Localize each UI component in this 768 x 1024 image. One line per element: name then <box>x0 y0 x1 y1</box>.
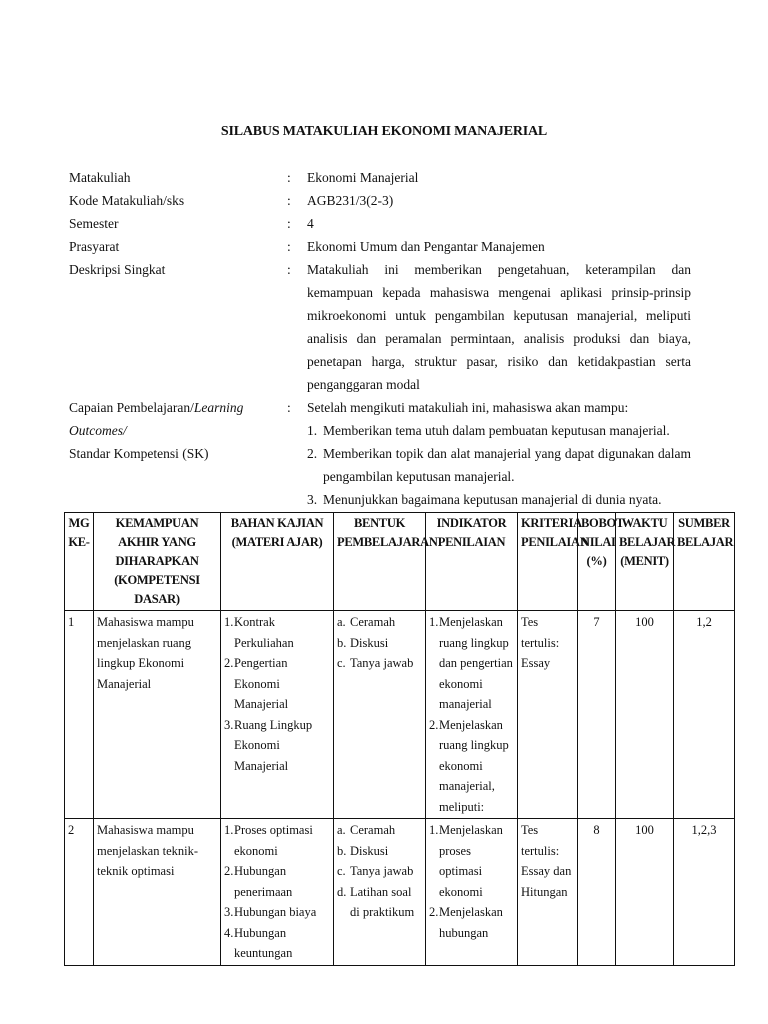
list-item <box>224 923 330 964</box>
cell-bentuk <box>334 819 426 966</box>
header-bahan: BAHAN KAJIAN (MATERI AJAR) <box>221 513 334 611</box>
indikator-list <box>429 820 514 943</box>
item-letter: a. <box>337 615 346 629</box>
list-item <box>337 882 422 923</box>
header-waktu: WAKTU BELAJAR (MENIT) <box>616 513 674 611</box>
outcomes-label-prefix: Capaian Pembelajaran/ <box>69 400 194 415</box>
item-text: Ceramah <box>350 615 396 629</box>
item-letter: a. <box>337 823 346 837</box>
outcome-number: 2. <box>307 446 318 461</box>
info-value: Ekonomi Manajerial <box>307 170 419 185</box>
cell-bentuk <box>334 611 426 819</box>
syllabus-table <box>64 512 735 966</box>
item-letter: b. <box>337 843 347 858</box>
list-item <box>429 820 514 902</box>
item-text: Latihan soal di praktikum <box>350 884 415 919</box>
item-text: Tanya jawab <box>350 864 414 878</box>
item-text: Menjelaskan hubungan <box>439 905 503 940</box>
outcome-number: 3. <box>307 492 318 507</box>
info-row-matakuliah <box>69 166 691 189</box>
info-colon: : <box>287 239 291 254</box>
cell-waktu: 100 <box>616 611 674 819</box>
cell-bobot: 8 <box>578 819 616 966</box>
header-kriteria: KRITERIA PENILAIAN <box>518 513 578 611</box>
item-letter: c. <box>337 656 346 670</box>
item-text: Hubungan biaya <box>234 905 317 919</box>
info-colon: : <box>287 400 291 415</box>
cell-kriteria: Tes tertulis: Essay dan Hitungan <box>518 819 578 966</box>
cell-waktu: 100 <box>616 819 674 966</box>
info-row-kode <box>69 189 691 212</box>
cell-bahan <box>221 819 334 966</box>
outcomes-intro: Setelah mengikuti matakuliah ini, mahasiswa akan mampu: <box>307 400 629 415</box>
outcomes-value <box>307 396 691 511</box>
cell-bahan <box>221 611 334 819</box>
info-label: Deskripsi Singkat <box>69 262 166 277</box>
table-header-row <box>65 513 735 611</box>
outcome-text: Menunjukkan bagaimana keputusan manajerial di dunia nyata. <box>323 492 662 507</box>
item-number: 1. <box>224 823 234 837</box>
table-row <box>65 819 735 966</box>
course-info <box>69 166 691 511</box>
header-indikator: INDIKATOR PENILAIAN <box>426 513 518 611</box>
outcomes-label <box>69 396 287 511</box>
outcome-item <box>307 419 691 442</box>
item-letter: d. <box>337 884 347 899</box>
cell-mg: 2 <box>65 819 94 966</box>
item-number: 2. <box>224 864 234 878</box>
list-item <box>224 715 330 777</box>
item-number: 3. <box>224 905 234 919</box>
cell-indikator <box>426 611 518 819</box>
cell-kemampuan: Mahasiswa mampu menjelaskan ruang lingkup Ekonomi Manajerial <box>94 611 221 819</box>
item-number: 2. <box>429 905 439 919</box>
document-title: SILABUS MATAKULIAH EKONOMI MANAJERIAL <box>220 124 548 139</box>
list-item <box>429 902 514 943</box>
list-item <box>224 861 330 902</box>
item-text: Hubungan keuntungan <box>234 925 293 960</box>
list-item <box>224 653 330 715</box>
item-number: 1. <box>224 615 234 629</box>
item-text: Proses optimasi ekonomi <box>234 823 313 858</box>
outcomes-list <box>307 419 691 511</box>
info-row-prasyarat <box>69 235 691 258</box>
info-value: Ekonomi Umum dan Pengantar Manajemen <box>307 239 545 254</box>
item-text: Pengertian Ekonomi Manajerial <box>234 656 289 711</box>
outcome-text: Memberikan tema utuh dalam pembuatan keputusan manajerial. <box>323 423 670 438</box>
cell-sumber: 1,2,3 <box>674 819 735 966</box>
outcomes-label-line2: Standar Kompetensi (SK) <box>69 446 209 461</box>
cell-bobot: 7 <box>578 611 616 819</box>
cell-kriteria: Tes tertulis: Essay <box>518 611 578 819</box>
info-label: Prasyarat <box>69 239 120 254</box>
info-label: Matakuliah <box>69 170 131 185</box>
outcome-number: 1. <box>307 423 318 438</box>
item-number: 2. <box>429 717 439 732</box>
item-text: Menjelaskan ruang lingkup dan pengertian ekonomi manajerial <box>439 615 513 711</box>
item-text: Kontrak Perkuliahan <box>234 615 294 650</box>
info-row-semester <box>69 212 691 235</box>
list-item <box>337 653 422 674</box>
list-item <box>224 820 330 861</box>
bentuk-list <box>337 612 422 674</box>
info-row-capaian <box>69 396 691 511</box>
info-colon: : <box>287 216 291 231</box>
item-text: Diskusi <box>350 635 389 650</box>
bahan-list <box>224 612 330 776</box>
list-item <box>337 612 422 633</box>
info-label: Semester <box>69 216 119 231</box>
item-text: Diskusi <box>350 843 389 858</box>
info-row-deskripsi <box>69 258 691 396</box>
info-value: 4 <box>307 216 314 231</box>
outcome-text: Memberikan topik dan alat manajerial yang dapat digunakan dalam pengambilan keputusan manajerial. <box>323 446 691 484</box>
info-label: Kode Matakuliah/sks <box>69 193 185 208</box>
item-number: 4. <box>224 925 234 940</box>
header-sumber: SUMBER BELAJAR <box>674 513 735 611</box>
item-text: Ceramah <box>350 823 396 837</box>
item-text: Ruang Lingkup Ekonomi Manajerial <box>234 717 313 773</box>
header-kemampuan: KEMAMPUAN AKHIR YANG DIHARAPKAN (KOMPETENSI DASAR) <box>94 513 221 611</box>
info-value: AGB231/3(2-3) <box>307 193 394 208</box>
item-number: 1. <box>429 823 439 837</box>
cell-indikator <box>426 819 518 966</box>
item-letter: b. <box>337 635 347 650</box>
outcome-item <box>307 488 691 511</box>
item-text: Menjelaskan ruang lingkup ekonomi manajerial, meliputi: <box>439 717 509 814</box>
item-letter: c. <box>337 864 346 878</box>
item-text: Tanya jawab <box>350 656 414 670</box>
list-item <box>337 861 422 882</box>
list-item <box>337 633 422 654</box>
bahan-list <box>224 820 330 964</box>
cell-kemampuan: Mahasiswa mampu menjelaskan teknik-teknik optimasi <box>94 819 221 966</box>
list-item <box>337 820 422 841</box>
indikator-list <box>429 612 514 817</box>
list-item <box>429 612 514 715</box>
header-mg: MG KE- <box>65 513 94 611</box>
list-item <box>224 612 330 653</box>
table-row <box>65 611 735 819</box>
outcomes-label-italic: Learning Outcomes/ <box>69 400 244 438</box>
header-bentuk: BENTUK PEMBELAJARAN <box>334 513 426 611</box>
list-item <box>337 841 422 862</box>
list-item <box>429 715 514 818</box>
item-text: Hubungan penerimaan <box>234 864 293 899</box>
list-item <box>224 902 330 923</box>
info-colon: : <box>287 262 291 277</box>
item-number: 3. <box>224 717 234 732</box>
info-colon: : <box>287 193 291 208</box>
header-bobot: BOBOT NILAI (%) <box>578 513 616 611</box>
info-value: Matakuliah ini memberikan pengetahuan, keterampilan dan kemampuan kepada mahasiswa mengenai aplikasi prinsip-prinsip mikroekonomi untuk pengambilan keputusan manajerial, meliputi analisis dan peramalan permintaan, analisis produksi dan biaya, penetapan harga, struktur pasar, risiko dan ketidakpastian serta penganggaran modal <box>307 262 691 392</box>
info-colon: : <box>287 170 291 185</box>
cell-mg: 1 <box>65 611 94 819</box>
item-text: Menjelaskan proses optimasi ekonomi <box>439 823 503 899</box>
item-number: 1. <box>429 615 439 629</box>
outcome-item <box>307 442 691 488</box>
cell-sumber: 1,2 <box>674 611 735 819</box>
bentuk-list <box>337 820 422 923</box>
item-number: 2. <box>224 656 234 670</box>
